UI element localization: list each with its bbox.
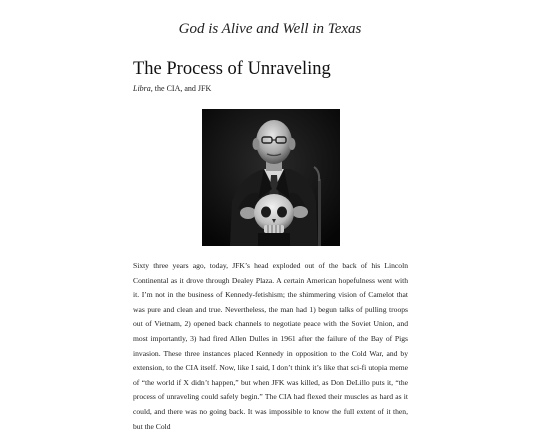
post-title: The Process of Unraveling xyxy=(133,59,331,79)
post-body: Sixty three years ago, today, JFK’s head exploded out of the back of his Lincoln Continental as it drove through Dealey Plaza. A certain American hopefulness went with it. I’m not in the business of Kennedy-fetishism; the shimmering vision of Camelot that was pure and clean and true. Nevertheless, the man had 1) begun talks of pulling troops out of Vietnam, 2) opened back channels to negotiate peace with the Soviet Union, and most importantly, 3) had fired Allen Dulles in 1961 after the failure of the Bay of Pigs invasion. These three instances placed Kennedy in opposition to the Cold War, and by extension, to the CIA itself. Now, like I said, I don’t think it’s like that sci-fi utopia meme of “the world if X didn’t happen,” but when JFK was killed, as Don DeLillo puts it, “the process of unraveling could safely begin.” The CIA had flexed their muscles as hard as it could, and there was no going back. It was impossible to know the full extent of it then, but the Cold xyxy=(133,261,408,431)
post-image xyxy=(202,109,340,246)
blog-title-link[interactable]: God is Alive and Well in Texas xyxy=(178,21,362,37)
post-subtitle xyxy=(133,84,211,93)
subtitle-book-title: Libra, xyxy=(133,84,153,93)
skull-photo-illustration xyxy=(202,109,340,246)
subtitle-text: the CIA, and JFK xyxy=(152,84,212,93)
